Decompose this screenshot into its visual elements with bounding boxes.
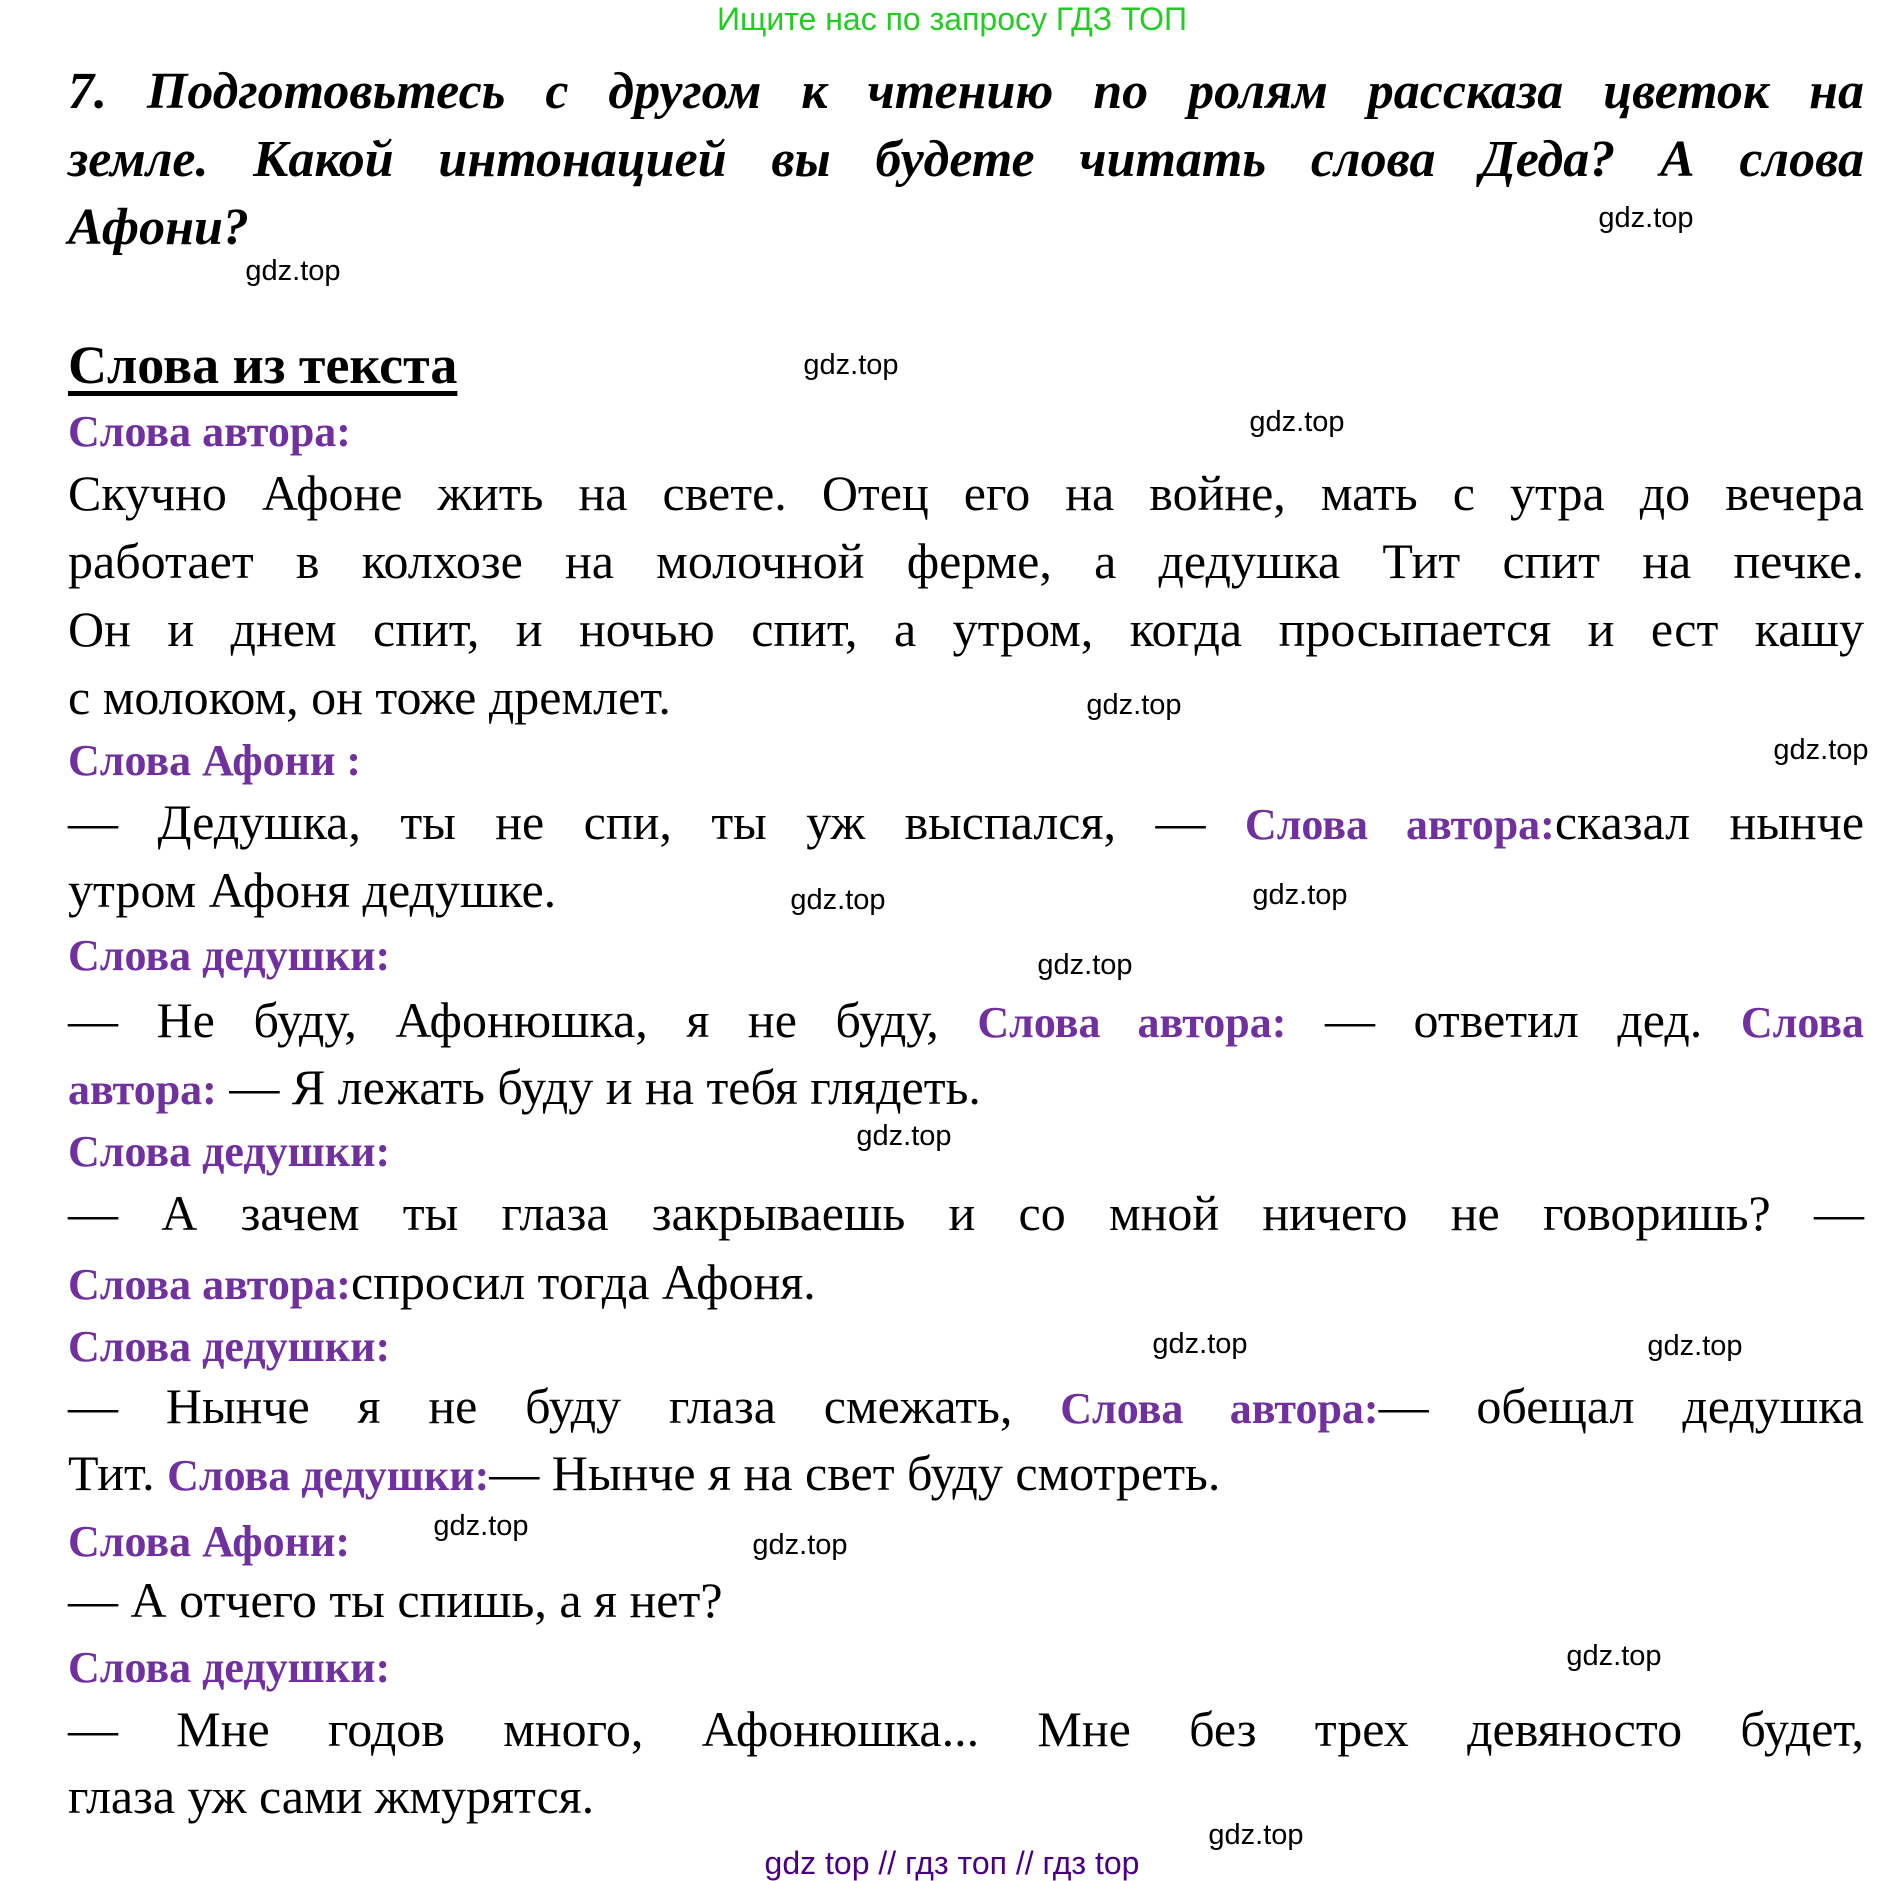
watermark: gdz.top: [1208, 1819, 1304, 1851]
text-line: [68, 1695, 1864, 1763]
text-line: [68, 1439, 1864, 1510]
watermark: gdz.top: [790, 884, 886, 916]
speaker-label: Слова дедушки:: [68, 1127, 391, 1176]
text-line: [68, 595, 1864, 663]
text-line: [68, 663, 1864, 731]
text-line: [68, 1372, 1864, 1443]
speaker-label: автора:: [68, 1065, 217, 1114]
text-fragment: Тит.: [68, 1445, 168, 1501]
text-line: [68, 1115, 1864, 1186]
text-fragment: работает в колхозе на молочной ферме, а дедушка Тит спит на печке.: [68, 533, 1864, 589]
watermark: gdz.top: [1037, 949, 1133, 981]
section-title: Слова из текста: [68, 335, 458, 395]
text-line: [68, 788, 1864, 859]
text-line: [68, 1310, 1864, 1381]
speaker-label: Слова автора:: [68, 1260, 351, 1309]
text-fragment: утром Афоня дедушке.: [68, 862, 557, 918]
text-fragment: — Нынче я не буду глаза смежать,: [68, 1378, 1061, 1434]
watermark: gdz.top: [1598, 202, 1694, 234]
watermark: gdz.top: [1566, 1640, 1662, 1672]
speaker-label: Слова Афони :: [68, 736, 362, 785]
text-fragment: — Дедушка, ты не спи, ты уж выспался, —: [68, 794, 1245, 850]
watermark: gdz.top: [1252, 879, 1348, 911]
text-line: [68, 1762, 1864, 1830]
text-line: [68, 856, 1864, 924]
text-fragment: с молоком, он тоже дремлет.: [68, 669, 671, 725]
question-line-1: 7. Подготовьтесь с другом к чтению по ролям рассказа цветок на: [68, 63, 1864, 120]
text-line: [68, 1179, 1864, 1247]
text-fragment: — Нынче я на свет буду смотреть.: [489, 1445, 1221, 1501]
speaker-label: Слова дедушки:: [68, 931, 391, 980]
text-fragment: глаза уж сами жмурятся.: [68, 1768, 595, 1824]
text-fragment: — А зачем ты глаза закрываешь и со мной ничего не говоришь? —: [68, 1185, 1864, 1241]
text-line: [68, 1053, 1864, 1124]
text-line: [68, 527, 1864, 595]
text-fragment: — ответил дед.: [1286, 992, 1741, 1048]
watermark: gdz.top: [856, 1120, 952, 1152]
text-fragment: — А отчего ты спишь, а я нет?: [68, 1572, 723, 1628]
watermark: gdz.top: [245, 255, 341, 287]
text-fragment: спросил тогда Афоня.: [350, 1254, 816, 1310]
speaker-label: Слова автора:: [1244, 800, 1555, 849]
text-fragment: сказал нынче: [1554, 794, 1865, 850]
watermark: gdz.top: [433, 1510, 529, 1542]
watermark: gdz.top: [1086, 689, 1182, 721]
text-fragment: — Не буду, Афонюшка, я не буду,: [68, 992, 978, 1048]
watermark: gdz.top: [1647, 1330, 1743, 1362]
text-line: [68, 986, 1864, 1057]
question-line-2: земле. Какой интонацией вы будете читать слова Деда? А слова: [68, 131, 1864, 188]
watermark: gdz.top: [1773, 734, 1869, 766]
watermark: gdz.top: [1249, 406, 1345, 438]
bottom-links[interactable]: gdz top // гдз топ // гдз top: [764, 1845, 1140, 1881]
speaker-label: Слова автора:: [1060, 1384, 1379, 1433]
watermark: gdz.top: [1152, 1328, 1248, 1360]
text-line: [68, 395, 1864, 466]
watermark: gdz.top: [803, 349, 899, 381]
question-line-3: Афони?: [68, 199, 249, 256]
text-fragment: — обещал дедушка: [1378, 1378, 1864, 1434]
speaker-label: Слова Афони:: [68, 1517, 351, 1566]
search-hint-banner: Ищите нас по запросу ГДЗ ТОП: [717, 1, 1187, 37]
text-line: [68, 919, 1864, 990]
text-line: [68, 724, 1864, 795]
watermark: gdz.top: [752, 1529, 848, 1561]
text-line: [68, 459, 1864, 527]
text-line: [68, 1248, 1864, 1319]
speaker-label: Слова автора:: [977, 998, 1287, 1047]
speaker-label: Слова автора:: [68, 407, 351, 456]
text-fragment: — Я лежать буду и на тебя глядеть.: [216, 1059, 981, 1115]
text-fragment: Он и днем спит, и ночью спит, а утром, когда просыпается и ест кашу: [68, 601, 1864, 657]
text-fragment: — Мне годов много, Афонюшка... Мне без трех девяносто будет,: [68, 1701, 1864, 1757]
speaker-label: Слова дедушки:: [68, 1643, 391, 1692]
speaker-label: Слова дедушки:: [167, 1451, 490, 1500]
text-line: [68, 1566, 1864, 1634]
speaker-label: Слова дедушки:: [68, 1322, 391, 1371]
speaker-label: Слова: [1740, 998, 1864, 1047]
text-fragment: Скучно Афоне жить на свете. Отец его на войне, мать с утра до вечера: [68, 465, 1864, 521]
